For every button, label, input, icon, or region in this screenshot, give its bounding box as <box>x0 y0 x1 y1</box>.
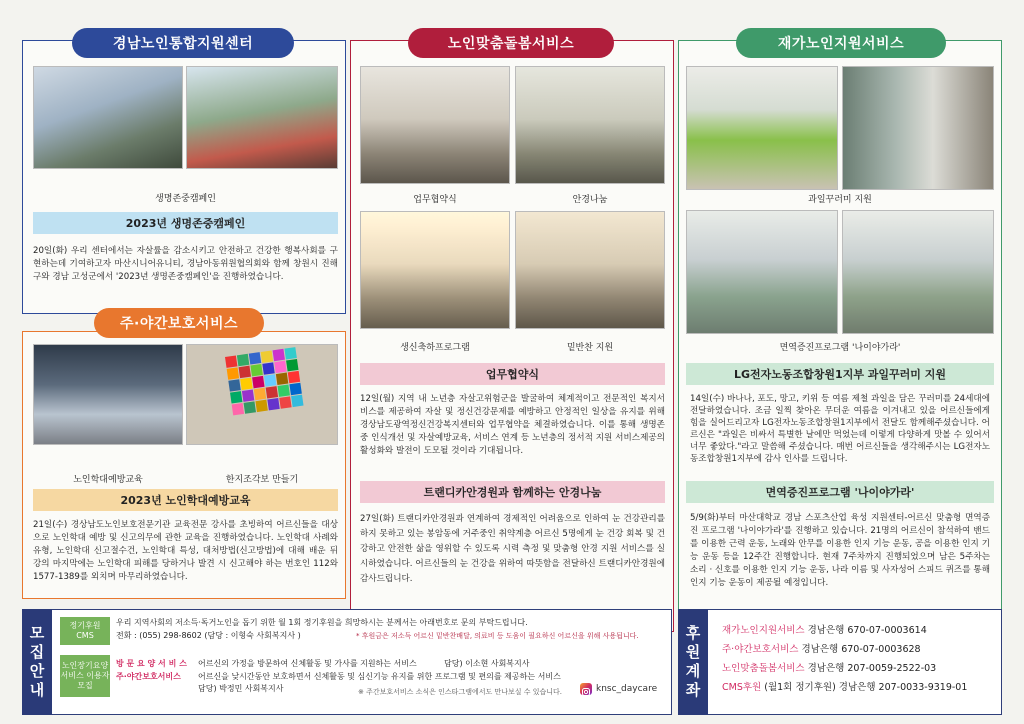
glasses-photo <box>515 66 665 184</box>
middle-caption-2: 안경나눔 <box>572 195 608 205</box>
account-name: 노인맞춤돌봄서비스 <box>722 663 805 674</box>
account-name: 재가노인지원서비스 <box>722 625 805 636</box>
exercise-photo-2 <box>842 210 994 334</box>
recruit-label: 모집안내 <box>22 609 52 715</box>
day-care-header: 주·야간보호서비스 <box>94 308 264 338</box>
account-row-1 <box>722 622 927 636</box>
birthday-photo <box>360 211 510 329</box>
svc1-contact: 담당) 이소현 사회복지사 <box>444 659 530 668</box>
account-detail: 경남은행 207-0059-2522-03 <box>807 663 937 674</box>
middle-caption-4: 밑반찬 지원 <box>566 343 614 353</box>
day-subhead: 2023년 노인학대예방교육 <box>33 489 338 511</box>
account-detail: 경남은행 670-07-0003614 <box>807 625 927 636</box>
cms-tag: 정기후원 CMS <box>60 617 110 645</box>
elder-abuse-photo <box>33 344 183 445</box>
svc1-desc: 어르신의 가정을 방문하여 신체활동 및 가사를 지원하는 서비스 <box>198 659 417 668</box>
longterm-tag: 노인장기요양서비스 이용자모집 <box>60 655 110 697</box>
fruit-photo-1 <box>686 66 838 190</box>
left-photo-caption: 생명존중캠페인 <box>155 194 216 204</box>
middle-body-2: 27일(화) 트랜디카안경원과 연계하여 경제적인 어려움으로 인하여 눈 건강관리를 하지 못하고 있는 봉암동에 거주중인 취약계층 어르신 5명에게 눈 건강 회복 및 건강하고 안전한 삶을 영위할 수 있도록 시력 측정 및 맞춤형 안경 지원 서비스를 실시하였습니다. 어르신들의 눈 건강을 위하여 따뜻함을 전달하신 트랜디카안경원에 감사드립니다. <box>360 514 665 584</box>
recruit-line-1: 우리 지역사회의 저소득·독거노인을 돕기 위한 월 1회 정기후원을 희망하시는 분께서는 아래번호로 문의 부탁드립니다. <box>116 618 528 627</box>
day-caption-1: 노인학대예방교육 <box>73 475 143 485</box>
left-subhead: 2023년 생명존중캠페인 <box>33 212 338 234</box>
account-row-3 <box>722 660 936 674</box>
instagram-icon[interactable] <box>580 683 592 695</box>
accounts-label: 후원계좌 <box>678 609 708 715</box>
recruit-note-1: * 후원금은 저소득 어르신 밑반찬배달, 의료비 등 도움이 필요하신 어르신을 위해 사용됩니다. <box>356 632 639 640</box>
left-body: 20일(화) 우리 센터에서는 자살률을 감소시키고 안전하고 건강한 행복사회를 구현하는데 기여하고자 마산시니어유니티, 경남아동위원협의회와 함께 창원시 진해구와 경남 고성군에서 '2023년 생명존중캠페인'을 진행하였습니다. <box>33 246 338 282</box>
color-grid-illustration <box>187 345 338 445</box>
right-caption-2: 면역증진프로그램 '나이야가라' <box>779 343 901 353</box>
right-header: 재가노인지원서비스 <box>736 28 946 58</box>
right-caption-1: 과일꾸러미 지원 <box>808 195 872 205</box>
left-header: 경남노인통합지원센터 <box>72 28 294 58</box>
account-name: CMS후원 <box>722 682 762 693</box>
fruit-photo-2 <box>842 66 994 190</box>
svc2-contact: 담당) 박정민 사회복지사 <box>198 684 284 693</box>
middle-caption-1: 업무협약식 <box>413 195 457 205</box>
recruit-line-2: 전화 : (055) 298-8602 (담당 : 이형숙 사회복지사 ) <box>116 631 301 640</box>
campaign-photo-1 <box>33 66 183 169</box>
account-detail: (월1회 정기후원) 경남은행 207-0033-9319-01 <box>764 682 968 693</box>
svc2-desc: 어르신을 낮시간동안 보호하면서 신체활동 및 심신기능 유지를 위한 프로그램 및 편의를 제공하는 서비스 <box>198 672 561 681</box>
middle-caption-3: 생신축하프로그램 <box>400 343 470 353</box>
right-subhead-2: 면역증진프로그램 '나이야가라' <box>686 481 994 503</box>
recruit-note-2: ※ 주간보호서비스 소식은 인스타그램에서도 만나보실 수 있습니다. <box>358 688 563 696</box>
account-row-2 <box>722 641 921 655</box>
middle-subhead-2: 트랜디카안경원과 함께하는 안경나눔 <box>360 481 665 503</box>
instagram-handle[interactable]: knsc_daycare <box>596 684 658 694</box>
side-dish-photo <box>515 211 665 329</box>
middle-subhead-1: 업무협약식 <box>360 363 665 385</box>
account-row-4 <box>722 679 967 693</box>
day-body: 21일(수) 경상남도노인보호전문기관 교육전문 강사를 초빙하여 어르신들을 대상으로 노인학대 예방 및 신고의무에 관한 교육을 진행하였습니다. 노인학대 사례와 유형, 노인학대 신고절수건, 노인학대 특성, 대처방법(신고방법)에 대해 배운 뒤 강의 마지막에는 노인학대 피해를 당하거나 발견 시 신고해야 하는 번호인 112와 1577-1389를 외치며 마무리하였습니다. <box>33 520 338 582</box>
paper-craft-photo <box>186 344 338 445</box>
svc2-name: 주·야간보호서비스 <box>116 672 181 681</box>
exercise-photo-1 <box>686 210 838 334</box>
right-subhead-1: LG전자노동조합창원1지부 과일꾸러미 지원 <box>686 363 994 385</box>
middle-body-1: 12일(월) 지역 내 노년층 자살고위험군을 발굴하여 체계적이고 전문적인 복지서비스를 제공하여 자살 및 정신건강문제를 예방하고 안정적인 일상을 유지를 위해 경상남도광역정신건강복지센터와 업무협약을 체결하였습니다. 이를 통해 생명존중 인식개선 및 자살예방교육, 서비스 연계 등 노년층의 정서적 지원 서비스제공의 활성화와 발전이 도모될 것이라 기대됩니다. <box>360 394 665 456</box>
right-body-2: 5/9(화)부터 마산대학교 경남 스포츠산업 육성 지원센터-어르신 맞춤형 면역증진 프로그램 '나이야가라'를 진행하고 있습니다. 21명의 어르신이 참석하여 밴드를 이용한 근력 운동, 노래와 안무를 이용한 인지 기능 운동, 공을 이용한 인지 기능 운동 등을 12주간 진행합니다. 현재 7주차까지 진행되었으며 남은 5주차는 소리 · 신호를 이용한 인지 기능 운동, 나라 이름 및 사자성어 스피드 퀴즈를 통해 인지 기능 운동이 제공될 예정입니다. <box>690 513 990 588</box>
account-name: 주·야간보호서비스 <box>722 644 799 655</box>
svc1-name: 방 문 요 양 서 비 스 <box>116 659 187 668</box>
campaign-photo-2 <box>186 66 338 169</box>
day-caption-2: 한지조각보 만들기 <box>225 475 299 485</box>
middle-header: 노인맞춤돌봄서비스 <box>408 28 614 58</box>
right-body-1: 14일(수) 바나나, 포도, 망고, 키위 등 여름 제철 과일을 담은 꾸러미를 24세대에 전달하였습니다. 조금 일찍 찾아온 무더운 여름을 이겨내고 있을 어르신들에게 힘을 실어드리고자 LG전자노동조합창원1지부에서 전달도 함께해주셨습니다. 어르신은 "과일은 비싸서 특별한 날에만 먹었는데 이렇게 다양하게 맛볼 수 있어서 너무 좋았다."라고 말씀해 주셨습니다. 매번 어르신들을 생각해주시는 LG전자노동조합창원1지부에 감사 인사를 드립니다. <box>690 394 990 464</box>
agreement-photo <box>360 66 510 184</box>
account-detail: 경남은행 670-07-0003628 <box>801 644 921 655</box>
